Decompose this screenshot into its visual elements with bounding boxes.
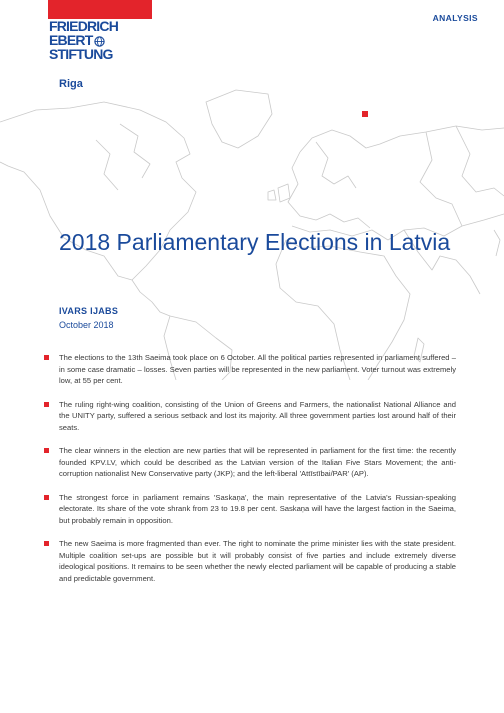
bullet-square-icon [44, 541, 49, 546]
bullet-square-icon [44, 495, 49, 500]
page-title: 2018 Parliamentary Elections in Latvia [59, 229, 451, 255]
bullet-square-icon [44, 402, 49, 407]
logo-line-3: STIFTUNG [49, 46, 113, 62]
key-point [44, 399, 456, 434]
key-point-text: The ruling right-wing coalition, consisting of the Union of Greens and Farmers, the nationalist National Alliance and the UNITY party, suffered a serious setback and lost its majority. All three government parties lost around half of their seats. [59, 399, 456, 432]
key-points-list [44, 352, 456, 596]
logo-line-1: FRIEDRICH [49, 18, 119, 34]
bullet-square-icon [44, 355, 49, 360]
key-point-text: The new Saeima is more fragmented than ever. The right to nominate the prime minister lies with the state president. Multiple coalition set-ups are possible but it will probably consist of five parties and include extremely diverse ideological positions. It remains to be seen whether the newly elected parliament will be capable of producing a stable and predictable government. [59, 539, 456, 583]
logo-line-2: EBERT [49, 32, 93, 48]
author: IVARS IJABS [59, 306, 119, 316]
logo-line-2-row [49, 33, 149, 47]
brand-red-bar [48, 0, 152, 19]
logo-city: Riga [59, 78, 83, 90]
key-point [44, 492, 456, 527]
fes-logo [49, 19, 149, 61]
key-point [44, 538, 456, 584]
bullet-square-icon [44, 448, 49, 453]
globe-icon [94, 35, 105, 46]
key-point-text: The clear winners in the election are new parties that will be represented in parliament for the first time: the recently founded KPV.LV, which could be described as the Latvian version of the Italian Five Stars Movement; the anti-corruption nationalist New Conservative party (JKP); and the left-liberal 'Attīstībai/PAR' (AP). [59, 446, 456, 478]
key-point-text: The elections to the 13th Saeima took place on 6 October. All the political parties represented in parliament suffered – in some case dramatic – losses. Seven parties will be represented in the new parliament. Voter turnout was extremely low, at 55 per cent. [59, 353, 456, 385]
category-label: ANALYSIS [432, 13, 478, 23]
key-point [44, 352, 456, 387]
publication-date: October 2018 [59, 320, 114, 330]
key-point [44, 445, 456, 480]
latvia-marker [362, 111, 368, 117]
key-point-text: The strongest force in parliament remains 'Saskaņa', the main representative of the Latvia's Russian-speaking electorate. Its share of the vote shrank from 23 to 19.8 per cent. Saskaņa will have the largest faction in the Saeima, but probably remain in opposition. [59, 492, 456, 525]
